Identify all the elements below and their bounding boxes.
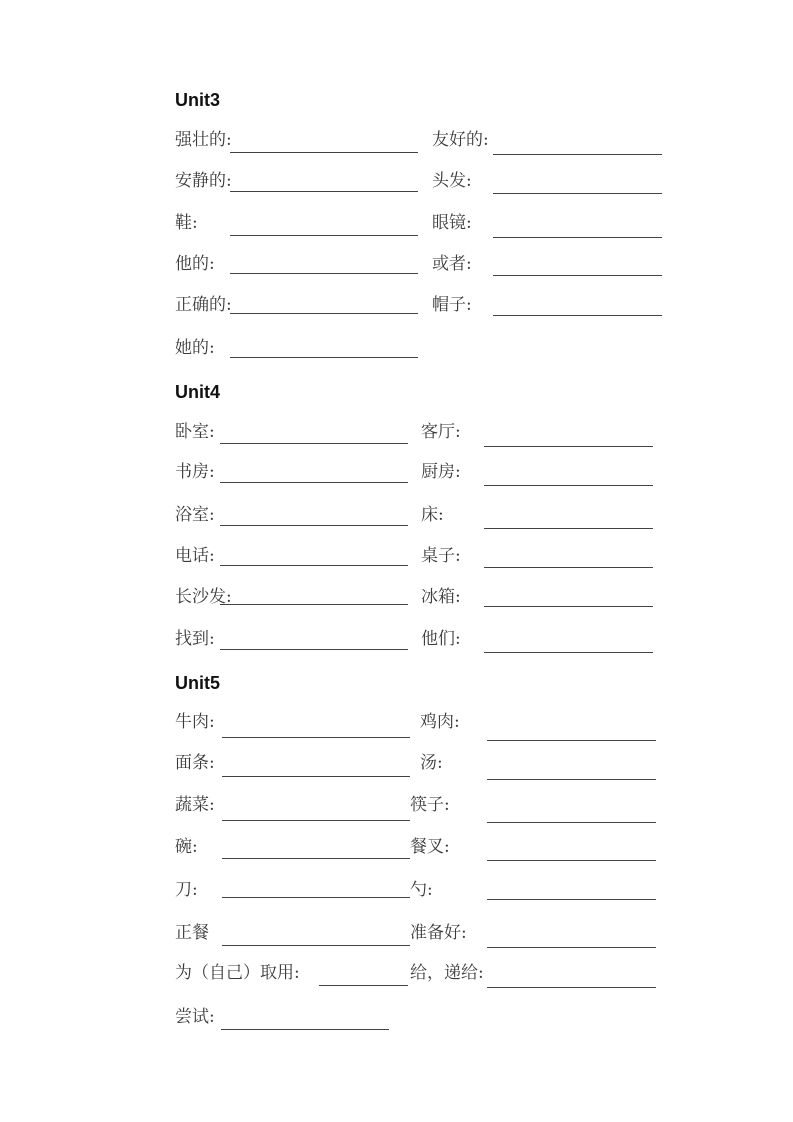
u3-r0-left-blank[interactable] [230, 152, 418, 153]
u5-r0-left-label: 牛肉: [175, 712, 215, 732]
u3-r3-left-blank[interactable] [230, 273, 418, 274]
u5-r2-right-label: 筷子: [410, 795, 450, 815]
u4-r1-right-blank[interactable] [484, 485, 653, 486]
u5-r1-right-blank[interactable] [487, 779, 656, 780]
u3-r1-left-blank[interactable] [230, 191, 418, 192]
u5-r3-right-blank[interactable] [487, 860, 656, 861]
u5-r4-right-blank[interactable] [487, 899, 656, 900]
u5-r5-right-label: 准备好: [410, 923, 467, 943]
u5-r1-left-blank[interactable] [222, 776, 410, 777]
u4-r0-right-label: 客厅: [421, 422, 461, 442]
u3-r3-right-blank[interactable] [493, 275, 662, 276]
u3-r0-right-blank[interactable] [493, 154, 662, 155]
u5-r4-right-label: 勺: [410, 880, 433, 900]
u3-r5-left-label: 她的: [175, 338, 215, 358]
u4-r1-left-label: 书房: [175, 462, 215, 482]
u3-r1-right-blank[interactable] [493, 193, 662, 194]
u5-r0-left-blank[interactable] [222, 737, 410, 738]
u5-r7-left-blank[interactable] [221, 1029, 389, 1030]
u3-r0-right-label: 友好的: [432, 130, 489, 150]
u5-r4-left-blank[interactable] [222, 897, 410, 898]
u3-r2-right-blank[interactable] [493, 237, 662, 238]
u5-r3-left-label: 碗: [175, 837, 198, 857]
u5-r7-left-label: 尝试: [175, 1007, 215, 1027]
u4-r4-right-blank[interactable] [484, 606, 653, 607]
u3-r2-right-label: 眼镜: [432, 213, 472, 233]
u4-r5-left-label: 找到: [175, 629, 215, 649]
u3-r3-left-label: 他的: [175, 254, 215, 274]
u5-r2-left-label: 蔬菜: [175, 795, 215, 815]
u5-r0-right-blank[interactable] [487, 740, 656, 741]
u5-r5-right-blank[interactable] [487, 947, 656, 948]
u4-r5-right-label: 他们: [421, 629, 461, 649]
u3-r1-right-label: 头发: [432, 171, 472, 191]
u5-r5-left-label: 正餐 [175, 923, 209, 943]
u5-r1-left-label: 面条: [175, 753, 215, 773]
u3-r4-right-blank[interactable] [493, 315, 662, 316]
u4-r0-left-label: 卧室: [175, 422, 215, 442]
unit5-heading: Unit5 [175, 673, 220, 693]
u3-r4-right-label: 帽子: [432, 295, 472, 315]
u5-r1-right-label: 汤: [420, 753, 443, 773]
u5-r6-right-blank[interactable] [487, 987, 656, 988]
u5-r4-left-label: 刀: [175, 880, 198, 900]
u3-r3-right-label: 或者: [432, 254, 472, 274]
u5-r6-left-blank[interactable] [319, 985, 408, 986]
u4-r4-left-label: 长沙发: [175, 587, 232, 607]
u3-r4-left-blank[interactable] [230, 313, 418, 314]
u3-r4-left-label: 正确的: [175, 295, 232, 315]
unit3-heading: Unit3 [175, 90, 220, 110]
u4-r2-right-label: 床: [421, 505, 444, 525]
u4-r2-left-blank[interactable] [220, 525, 408, 526]
u4-r3-right-label: 桌子: [421, 546, 461, 566]
u3-r0-left-label: 强壮的: [175, 130, 232, 150]
u5-r3-right-label: 餐叉: [410, 837, 450, 857]
u4-r1-left-blank[interactable] [220, 482, 408, 483]
u4-r5-right-blank[interactable] [484, 652, 653, 653]
u5-r0-right-label: 鸡肉: [420, 712, 460, 732]
u4-r4-right-label: 冰箱: [421, 587, 461, 607]
u5-r6-left-label: 为（自己）取用: [175, 963, 300, 983]
u5-r6-right-label: 给，递给: [410, 963, 484, 983]
u5-r2-right-blank[interactable] [487, 822, 656, 823]
u4-r3-left-label: 电话: [175, 546, 215, 566]
u4-r2-right-blank[interactable] [484, 528, 653, 529]
u5-r2-left-blank[interactable] [222, 820, 410, 821]
u5-r3-left-blank[interactable] [222, 858, 410, 859]
unit4-heading: Unit4 [175, 382, 220, 402]
u3-r1-left-label: 安静的: [175, 171, 232, 191]
u4-r4-left-blank[interactable] [220, 604, 408, 605]
u4-r0-right-blank[interactable] [484, 446, 653, 447]
u4-r0-left-blank[interactable] [220, 443, 408, 444]
u4-r5-left-blank[interactable] [220, 649, 408, 650]
u3-r5-left-blank[interactable] [230, 357, 418, 358]
u4-r2-left-label: 浴室: [175, 505, 215, 525]
u4-r3-right-blank[interactable] [484, 567, 653, 568]
u4-r1-right-label: 厨房: [421, 462, 461, 482]
u3-r2-left-blank[interactable] [230, 235, 418, 236]
u4-r3-left-blank[interactable] [220, 565, 408, 566]
u5-r5-left-blank[interactable] [222, 945, 410, 946]
u3-r2-left-label: 鞋: [175, 213, 198, 233]
